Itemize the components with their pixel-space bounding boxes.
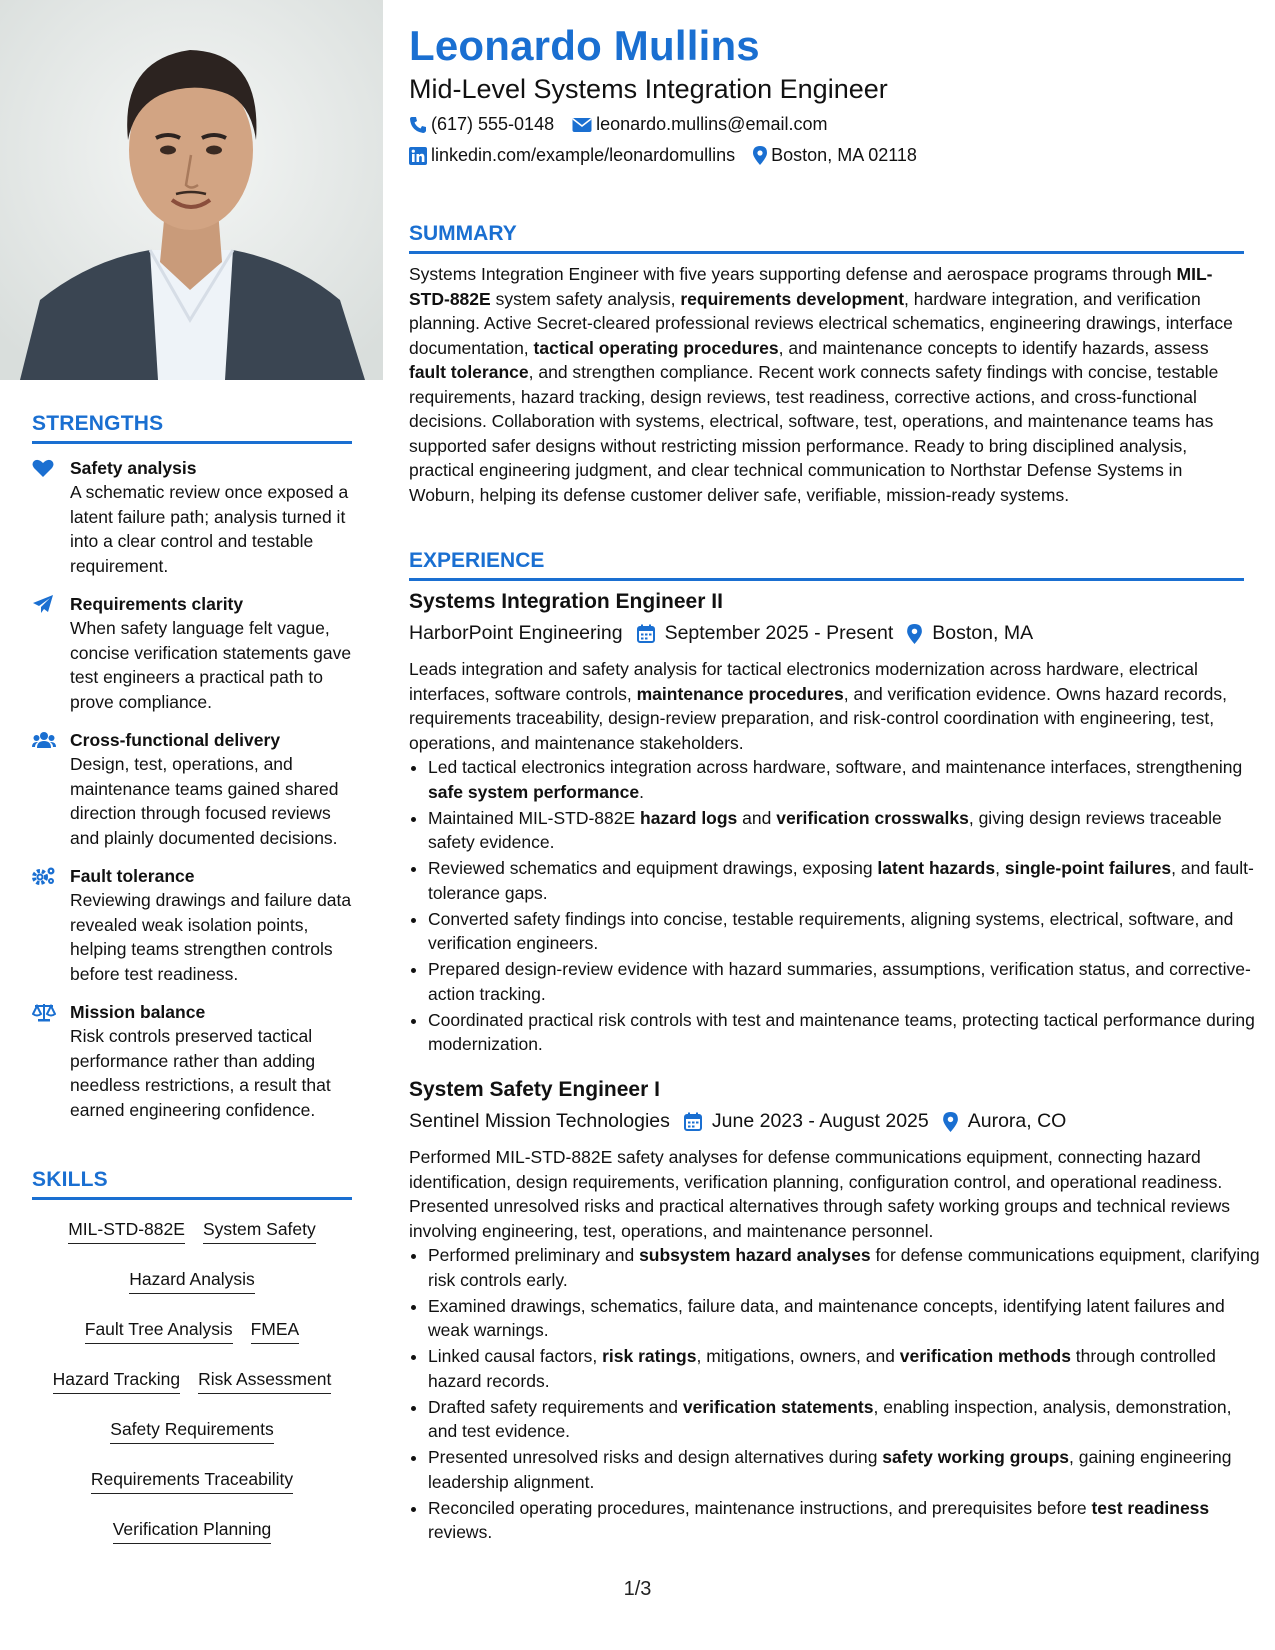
skills-heading: SKILLS [32, 1168, 352, 1200]
text-run: Examined drawings, schematics, failure data, and maintenance concepts, identifying latent failures and weak warnings. [428, 1295, 1225, 1340]
skill-tag: Hazard Tracking [53, 1368, 180, 1394]
text-run: . [639, 781, 644, 802]
strength-item [32, 456, 352, 578]
job-bullet [428, 1395, 1263, 1444]
envelope-icon [572, 117, 592, 133]
job-company: HarborPoint Engineering [409, 622, 623, 644]
skills-list [32, 1218, 352, 1544]
bold-text: subsystem hazard analyses [639, 1245, 871, 1265]
strength-title: Mission balance [70, 1002, 206, 1022]
map-pin-icon [753, 146, 767, 165]
experience-heading: EXPERIENCE [409, 549, 1244, 581]
contact-phone[interactable] [409, 114, 554, 135]
skill-tag: MIL-STD-882E [68, 1218, 185, 1244]
bold-text: requirements development [680, 288, 905, 309]
skill-tag: FMEA [251, 1318, 300, 1344]
text-run: Linked causal factors, [428, 1346, 603, 1366]
job-bullet [428, 1243, 1263, 1292]
linkedin-icon [409, 147, 427, 165]
job-bullet [428, 1008, 1263, 1057]
job-meta [409, 622, 1033, 645]
strength-item [32, 1000, 352, 1122]
calendar-icon [637, 624, 655, 643]
bold-text: safety working groups [882, 1447, 1069, 1467]
job-bullet [428, 1496, 1263, 1545]
text-run: , gaining engineering leadership alignment. [428, 1447, 1232, 1492]
job-bullet [428, 755, 1263, 804]
text-run: , hardware integration, and verification planning. Active Secret-cleared professional reviews electrical schematics, engineering drawings, interface documentation, [409, 288, 1233, 358]
strength-desc: When safety language felt vague, concise verification statements gave test engineers a practical path to prove compliance. [70, 618, 352, 712]
job-bullet [428, 1294, 1263, 1343]
bold-text: tactical operating procedures [533, 337, 779, 358]
job-bullet [428, 907, 1263, 956]
text-run: for defense communications equipment, clarifying risk controls early. [428, 1245, 1260, 1290]
text-run: , and strengthen compliance. Recent work connects safety findings with concise, testable requirements, hazard tracking, design reviews, test readiness, corrective actions, and cross-functional decisions. Collaboration with systems, electrical, software, test, operations, and maintenance teams has supported safer designs without restricting mission performance. Ready to bring disciplined analysis, practical engineering judgment, and clear technical communication to Northstar Defense Systems in Woburn, helping its defense customer deliver safe, verifiable, mission-ready systems. [409, 362, 1219, 505]
text-run: , enabling inspection, analysis, demonstration, and test evidence. [428, 1396, 1232, 1441]
skill-tag: Fault Tree Analysis [85, 1318, 233, 1344]
text-run: Systems Integration Engineer with five years supporting defense and aerospace programs through [409, 264, 1177, 284]
strength-item [32, 728, 352, 850]
scale-icon [32, 1002, 56, 1022]
job-location: Aurora, CO [967, 1110, 1067, 1132]
text-run: Performed preliminary and [428, 1245, 640, 1265]
bold-text: verification crosswalks [776, 807, 969, 828]
bold-text: test readiness [1091, 1497, 1210, 1518]
text-run: Leads integration and safety analysis for tactical electronics modernization across hardware, electrical interfaces, software controls, [409, 659, 1198, 704]
job-bullets [409, 755, 1263, 1058]
text-run: reviews. [428, 1522, 493, 1542]
text-run: , and maintenance concepts to identify hazards, assess [778, 337, 1209, 358]
bold-text: fault tolerance [409, 362, 529, 382]
contact-row [409, 114, 845, 135]
text-run: Converted safety findings into concise, testable requirements, aligning systems, electrical, software, and verification engineers. [428, 908, 1234, 953]
contact-linkedin[interactable] [409, 145, 735, 166]
phone-icon [409, 116, 427, 134]
job-bullet [428, 856, 1263, 905]
job-dates: September 2025 - Present [664, 622, 894, 644]
strength-title: Requirements clarity [70, 594, 244, 614]
phone-text: (617) 555-0148 [431, 114, 555, 134]
job-bullet [428, 1344, 1263, 1393]
contact-email[interactable] [572, 114, 827, 135]
skill-tag: Requirements Traceability [91, 1468, 293, 1494]
text-run: , [995, 858, 1005, 878]
skills-section [32, 1168, 352, 1544]
skill-tag: Safety Requirements [110, 1418, 273, 1444]
map-pin-icon [907, 624, 922, 644]
text-run: Maintained MIL-STD-882E [428, 807, 641, 828]
job-bullet [428, 806, 1263, 855]
contact-location [753, 145, 917, 166]
text-run: Reviewed schematics and equipment drawings, exposing [428, 858, 878, 878]
left-column [0, 0, 383, 1650]
text-run: , mitigations, owners, and [696, 1346, 900, 1366]
text-run: through controlled hazard records. [428, 1346, 1216, 1391]
strength-desc: Risk controls preserved tactical performance rather than adding needless restrictions, a result that earned engineering confidence. [70, 1026, 331, 1120]
users-icon [32, 730, 56, 750]
skill-tag: Hazard Analysis [129, 1268, 254, 1294]
summary-text [409, 262, 1244, 507]
text-run: , giving design reviews traceable safety evidence. [428, 807, 1222, 852]
text-run: , and verification evidence. Owns hazard records, requirements traceability, design-review preparation, and risk-control coordination with engineering, test, operations, and maintenance stakeholders. [409, 683, 1228, 753]
text-run: Presented unresolved risks and design alternatives during [428, 1447, 883, 1467]
job-title: System Safety Engineer I [409, 1078, 660, 1101]
text-run: Drafted safety requirements and [428, 1396, 683, 1417]
heart-icon [32, 458, 56, 478]
text-run: Led tactical electronics integration across hardware, software, and maintenance interfaces, strengthening [428, 757, 1243, 777]
text-run: system safety analysis, [490, 288, 681, 309]
page-number: 1/3 [623, 1578, 652, 1600]
job-meta [409, 1110, 1066, 1133]
calendar-icon [684, 1112, 702, 1131]
strengths-heading: STRENGTHS [32, 412, 352, 444]
job-bullet [428, 957, 1263, 1006]
bold-text: single-point failures [1004, 858, 1172, 878]
job-description [409, 1145, 1244, 1243]
paper-plane-icon [32, 594, 56, 614]
text-run: Coordinated practical risk controls with test and maintenance teams, protecting tactical performance during modernization. [428, 1009, 1255, 1054]
strength-title: Fault tolerance [70, 866, 195, 886]
strength-title: Safety analysis [70, 458, 197, 478]
text-run: Performed MIL-STD-882E safety analyses for defense communications equipment, connecting hazard identification, design requirements, verification planning, configuration control, and operational readiness. Presented unresolved risks and practical alternatives through safety working groups and technical reviews involving engineering, test, operations, and maintenance personnel. [409, 1147, 1230, 1241]
bold-text: MIL-STD-882E [409, 264, 1213, 309]
location-text: Boston, MA 02118 [771, 145, 917, 165]
job-location: Boston, MA [932, 622, 1034, 644]
bold-text: hazard logs [640, 807, 738, 828]
gears-icon [32, 866, 56, 886]
strengths-section [32, 412, 352, 1122]
bold-text: latent hazards [877, 858, 996, 878]
map-pin-icon [943, 1112, 958, 1132]
bold-text: verification statements [682, 1396, 874, 1417]
job-description [409, 657, 1244, 755]
strength-item [32, 592, 352, 714]
text-run: , and fault-tolerance gaps. [428, 858, 1254, 903]
strength-item [32, 864, 352, 986]
text-run: Reconciled operating procedures, maintenance instructions, and prerequisites before [428, 1497, 1092, 1518]
skill-tag: Risk Assessment [198, 1368, 331, 1394]
profile-photo [0, 0, 383, 380]
job-company: Sentinel Mission Technologies [409, 1110, 670, 1132]
summary-heading: SUMMARY [409, 222, 1244, 254]
text-run: and [737, 807, 777, 828]
bold-text: safe system performance [428, 781, 640, 802]
email-text: leonardo.mullins@email.com [596, 114, 828, 134]
bold-text: verification methods [899, 1346, 1071, 1366]
text-run: Prepared design-review evidence with hazard summaries, assumptions, verification status, and corrective-action tracking. [428, 959, 1251, 1004]
job-dates: June 2023 - August 2025 [711, 1110, 929, 1132]
candidate-role: Mid-Level Systems Integration Engineer [409, 74, 888, 104]
skill-tag: System Safety [203, 1218, 316, 1244]
skill-tag: Verification Planning [113, 1518, 272, 1544]
strength-desc: Design, test, operations, and maintenance teams gained shared direction through focused reviews and plainly documented decisions. [70, 754, 339, 848]
bold-text: maintenance procedures [636, 683, 844, 704]
contact-row [409, 145, 935, 166]
strength-desc: A schematic review once exposed a latent failure path; analysis turned it into a clear control and testable requirement. [70, 482, 349, 576]
strength-desc: Reviewing drawings and failure data revealed weak isolation points, helping teams strengthen controls before test readiness. [70, 890, 352, 984]
job-bullet [428, 1445, 1263, 1494]
job-title: Systems Integration Engineer II [409, 590, 723, 613]
job-bullets [409, 1243, 1263, 1546]
linkedin-text: linkedin.com/example/leonardomullins [431, 145, 736, 165]
candidate-name: Leonardo Mullins [409, 22, 760, 69]
bold-text: risk ratings [602, 1346, 697, 1366]
strength-title: Cross-functional delivery [70, 730, 281, 750]
